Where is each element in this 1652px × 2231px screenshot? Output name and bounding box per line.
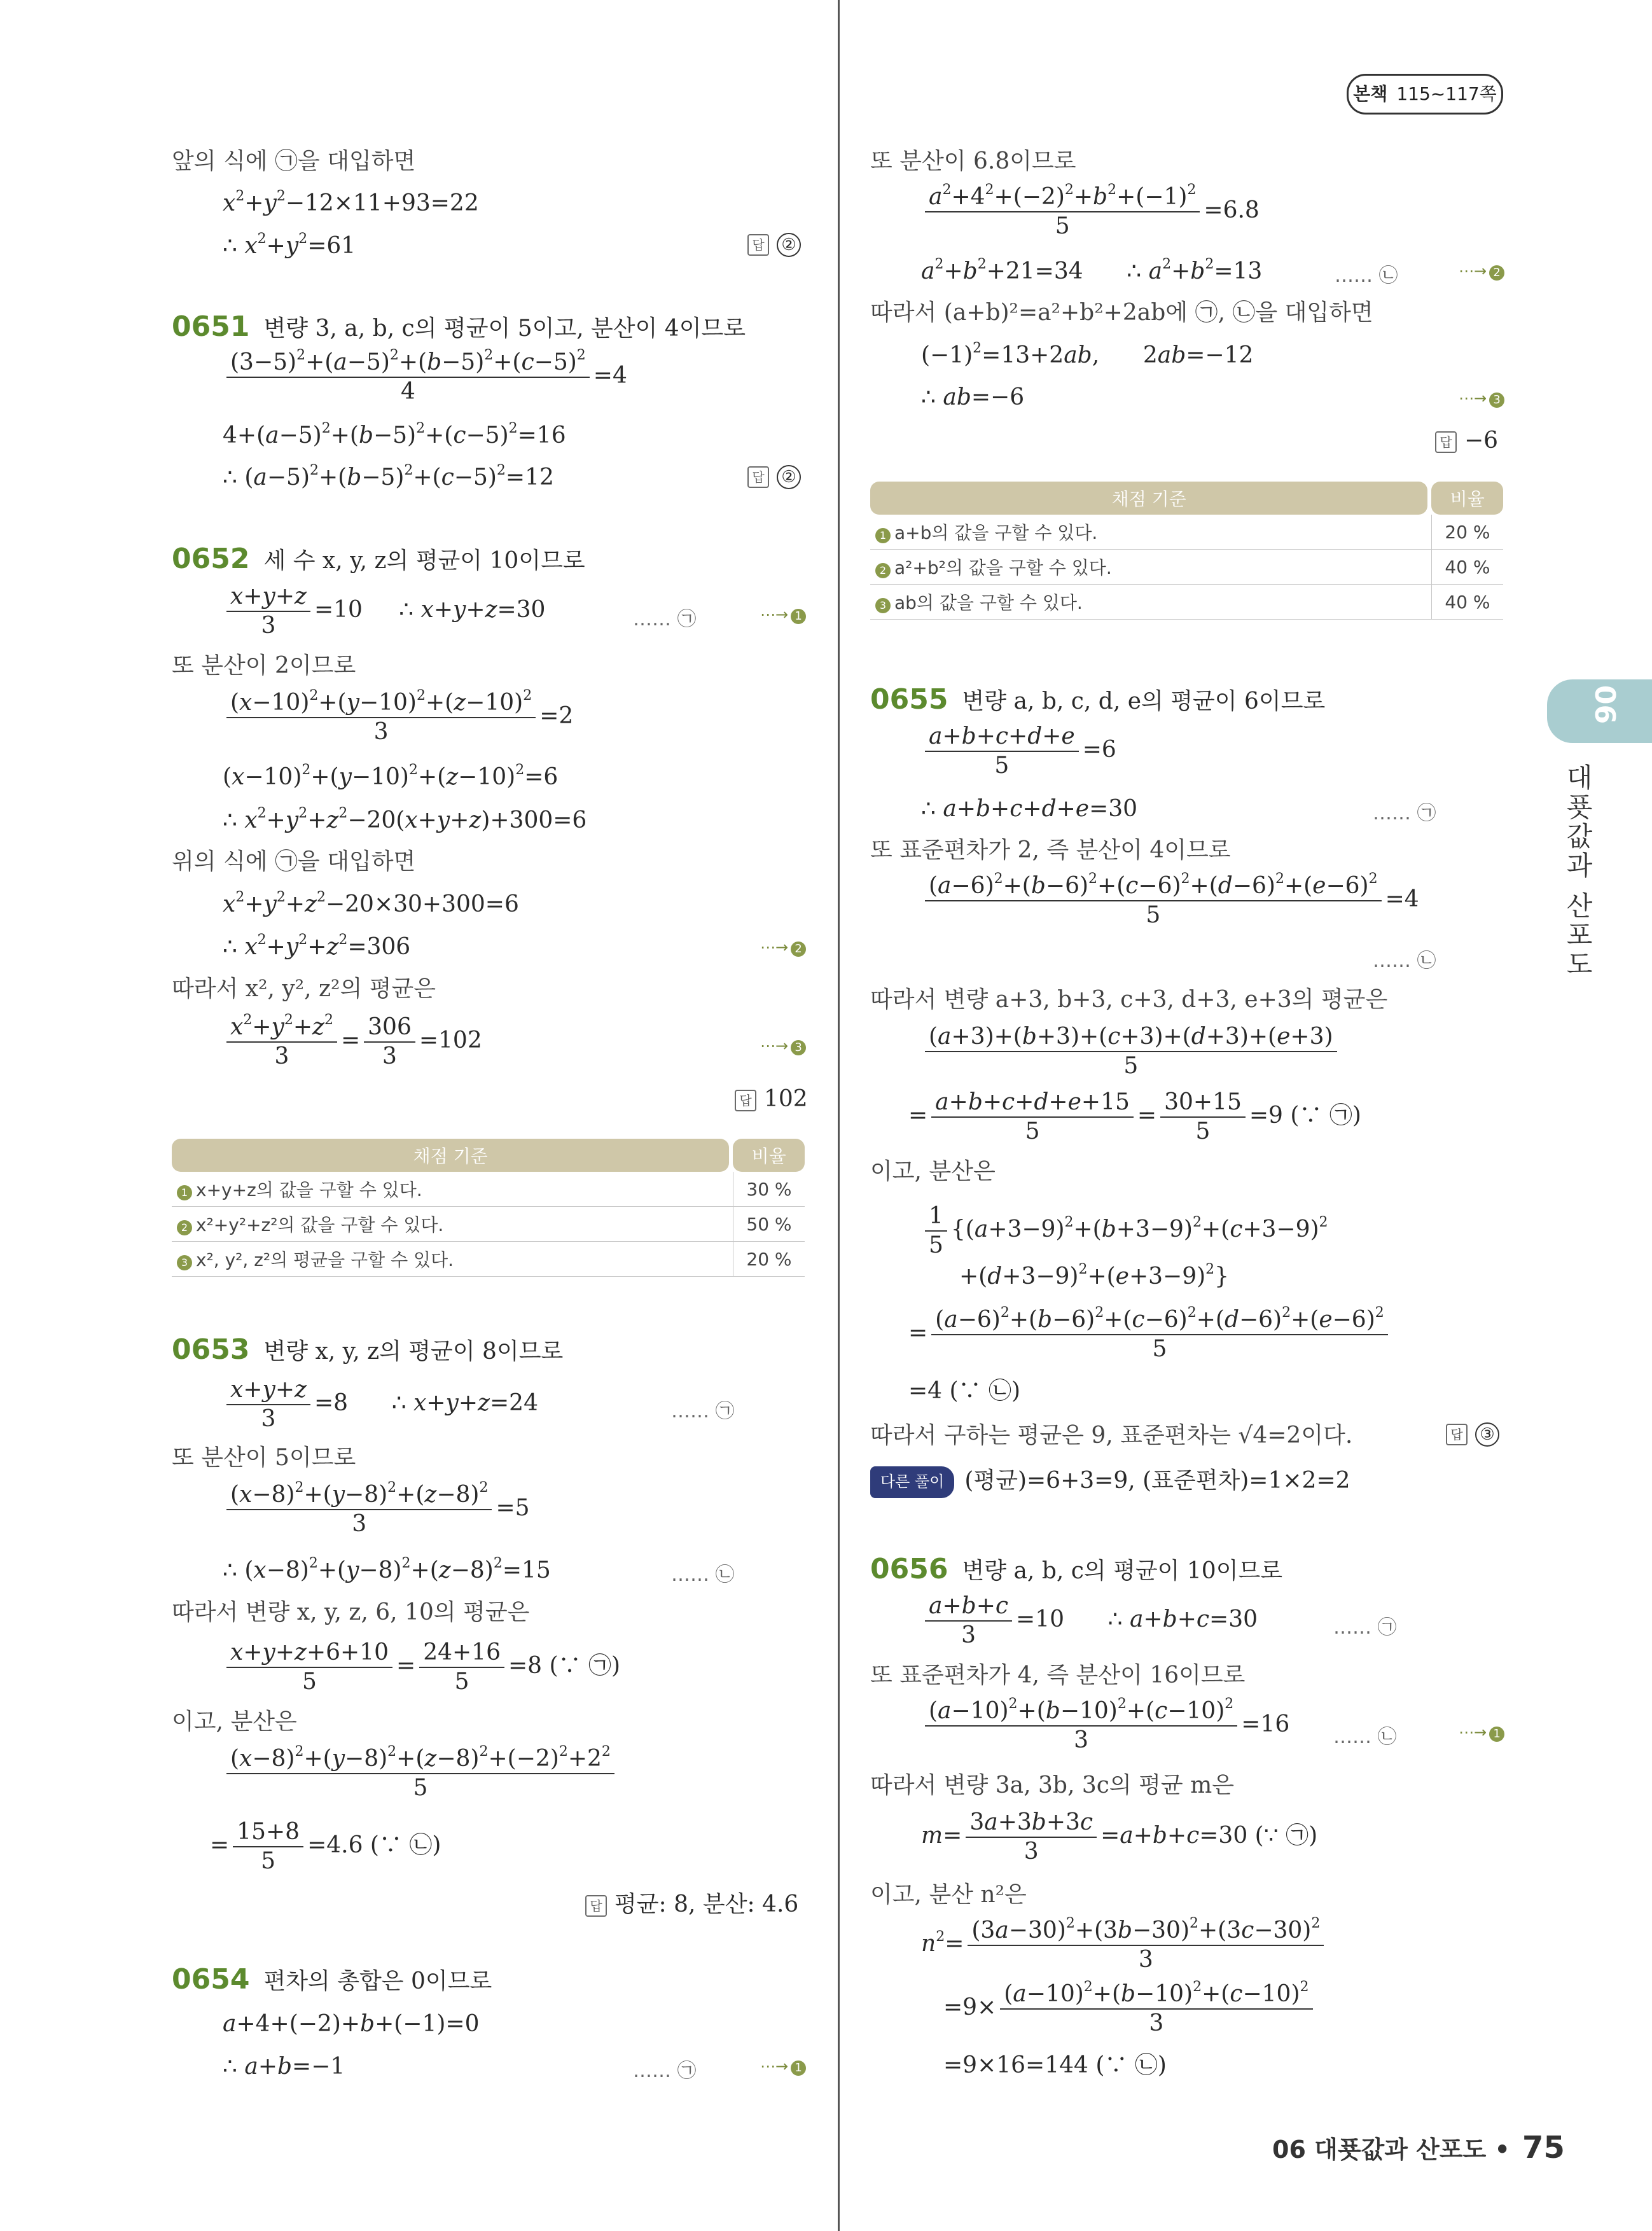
equation: ∴ $x^2+y^2+z^2-20(x+y+z)+300=6$: [223, 805, 587, 833]
equation: ∴ $(x-8)^2+(y-8)^2+(z-8)^2=15$: [223, 1555, 551, 1583]
answer-icon: 답: [1446, 1424, 1468, 1445]
problem-0654: 0654 편차의 총합은 0이므로: [172, 1963, 492, 1996]
answer-icon: 답: [747, 466, 769, 488]
step-marker-1: ⋯→ 1: [760, 2057, 806, 2076]
chapter-tab: 06: [1547, 679, 1652, 743]
label-circ1: …… ㉠: [671, 1400, 735, 1422]
text-line: 또 분산이 6.8이므로: [870, 148, 1076, 174]
answer-mark: 답 −6: [1435, 427, 1498, 454]
step-marker-2: ⋯→ 2: [760, 938, 806, 957]
table-row: 1 x+y+z의 값을 구할 수 있다. 30 %: [172, 1172, 805, 1207]
equation: $\frac{(x-8)^2+(y-8)^2+(z-8)^2}{3}$ =5: [223, 1482, 530, 1537]
step-marker-1: ⋯→ 1: [760, 606, 806, 624]
equation: $+(d+3-9)^2+(e+3-9)^2$}: [959, 1261, 1230, 1289]
page-number: 75: [1522, 2130, 1565, 2165]
label-circ2: …… ㉡: [1335, 265, 1398, 287]
equation: m= $\frac{3a+3b+3c}{3}$ =a+b+c=30 (∵ ㉠): [921, 1809, 1318, 1865]
table-header: 비율: [1431, 482, 1503, 515]
table-row: 1 a+b의 값을 구할 수 있다. 20 %: [870, 515, 1503, 550]
text-line: 또 표준편차가 4, 즉 분산이 16이므로: [870, 1662, 1246, 1688]
equation: $(-1)^2=13+2ab$, 2ab=−12: [921, 340, 1254, 368]
answer-mark: 답 102: [735, 1086, 808, 1112]
equation: $\frac{x+y+z+6+10}{5}$ = $\frac{24+16}{5}$ =8 (∵ ㉠): [223, 1640, 620, 1695]
answer-mark: 답 ②: [747, 462, 801, 489]
text-line: 또 분산이 2이므로: [172, 653, 356, 679]
equation: ∴ a+b=−1: [223, 2054, 345, 2080]
equation: $\frac{(a+3)+(b+3)+(c+3)+(d+3)+(e+3)}{5}$: [921, 1024, 1341, 1079]
equation: $\frac{1}{5}$ {$(a+3-9)^2+(b+3-9)^2+(c+3-9)^2$: [921, 1204, 1328, 1258]
text-line: 이고, 분산 n²은: [870, 1882, 1027, 1908]
equation: $\frac{(a-6)^2+(b-6)^2+(c-6)^2+(d-6)^2+(e-6)^2}{5}$ =4: [921, 873, 1419, 928]
equation: $\frac{a^2+4^2+(-2)^2+b^2+(-1)^2}{5}$ =6.8: [921, 184, 1260, 239]
step-marker-3: ⋯→ 3: [760, 1037, 806, 1055]
equation: = $\frac{a+b+c+d+e+15}{5}$ = $\frac{30+15}{5}$ =9 (∵ ㉠): [908, 1089, 1361, 1144]
equation: = $\frac{(a-6)^2+(b-6)^2+(c-6)^2+(d-6)^2+(e-6)^2}{5}$: [908, 1307, 1392, 1362]
equation: ∴ ab=−6: [921, 384, 1025, 410]
label-circ1: …… ㉠: [633, 608, 697, 630]
text-line: 따라서 x², y², z²의 평균은: [172, 976, 436, 1002]
equation: $\frac{x^2+y^2+z^2}{3}$ = $\frac{306}{3}$ =102: [223, 1015, 482, 1069]
answer-icon: 답: [585, 1895, 607, 1917]
table-header: 채점 기준: [870, 482, 1427, 515]
equation: $4+(a-5)^2+(b-5)^2+(c-5)^2=16$: [223, 420, 566, 448]
text-line: 따라서 변량 x, y, z, 6, 10의 평균은: [172, 1599, 530, 1625]
text-line: 따라서 변량 3a, 3b, 3c의 평균 m은: [870, 1772, 1235, 1798]
chapter-title-vertical: 대푯값과 산포도: [1562, 763, 1593, 980]
equation: =9×16=144 (∵ ㉡): [943, 2052, 1167, 2078]
equation: $x^2+y^2+z^2-20\times 30+300=6$: [223, 889, 519, 917]
label-circ2: …… ㉡: [1333, 1726, 1397, 1748]
text-line: 따라서 구하는 평균은 9, 표준편차는 √4=2이다.: [870, 1422, 1353, 1449]
equation: ∴ $x^2+y^2+z^2=306$: [223, 932, 411, 960]
step-marker-1: ⋯→ 1: [1459, 1723, 1504, 1742]
label-circ1: …… ㉠: [1373, 802, 1436, 824]
text-line: 또 분산이 5이므로: [172, 1445, 356, 1471]
text-line: 이고, 분산은: [172, 1709, 297, 1735]
table-header: 채점 기준: [172, 1139, 729, 1172]
problem-0655: 0655 변량 a, b, c, d, e의 평균이 6이므로: [870, 683, 1326, 716]
equation: $\frac{a+b+c+d+e}{5}$ =6: [921, 724, 1116, 779]
answer-icon: 답: [735, 1090, 756, 1111]
label-circ2: …… ㉡: [671, 1564, 735, 1586]
equation: $\frac{x+y+z}{3}$ =8 ∴ x+y+z=24: [223, 1377, 538, 1432]
label-circ1: …… ㉠: [1333, 1616, 1397, 1639]
text-line: 이고, 분산은: [870, 1158, 996, 1185]
label-circ1: …… ㉠: [633, 2060, 697, 2082]
page-footer: 06 대푯값과 산포도 • 75: [1272, 2130, 1565, 2165]
equation: $\frac{(a-10)^2+(b-10)^2+(c-10)^2}{3}$ =16: [921, 1699, 1289, 1753]
grading-table: [172, 1139, 805, 1277]
answer-mark: 답 평균: 8, 분산: 4.6: [585, 1886, 798, 1919]
equation: $\frac{x+y+z}{3}$ =10 ∴ x+y+z=30: [223, 584, 545, 639]
equation: $a^2+b^2+21=34$ ∴ $a^2+b^2=13$: [921, 256, 1263, 284]
equation: ∴ $x^2+y^2=61$: [223, 231, 356, 259]
equation: $x^2+y^2-12\times 11+93=22$: [223, 188, 479, 216]
table-row: 3 ab의 값을 구할 수 있다. 40 %: [870, 585, 1503, 620]
text-line: 또 표준편차가 2, 즉 분산이 4이므로: [870, 837, 1231, 863]
grading-table: [870, 482, 1503, 620]
equation: $\frac{(x-8)^2+(y-8)^2+(z-8)^2+(-2)^2+2^2}{5}$: [223, 1746, 618, 1801]
table-row: 3 x², y², z²의 평균을 구할 수 있다. 20 %: [172, 1242, 805, 1277]
text-line: 위의 식에 ㉠을 대입하면: [172, 849, 416, 875]
equation: =4 (∵ ㉡): [908, 1378, 1021, 1404]
equation: $(x-10)^2+(y-10)^2+(z-10)^2=6$: [223, 762, 559, 790]
page-reference-badge: 본책 115~117쪽: [1347, 74, 1503, 115]
table-row: 2 a²+b²의 값을 구할 수 있다. 40 %: [870, 550, 1503, 585]
step-marker-2: ⋯→ 2: [1459, 262, 1504, 281]
answer-icon: 답: [747, 234, 769, 256]
table-header: 비율: [733, 1139, 805, 1172]
alternative-solution: 다른 풀이 (평균)=6+3=9, (표준편차)=1×2=2: [870, 1466, 1350, 1498]
equation: ∴ $(a-5)^2+(b-5)^2+(c-5)^2=12$: [223, 462, 554, 490]
equation: a+4+(−2)+b+(−1)=0: [223, 2011, 480, 2037]
problem-0652: 0652 세 수 x, y, z의 평균이 10이므로: [172, 543, 585, 575]
text-line: 따라서 (a+b)²=a²+b²+2ab에 ㉠, ㉡을 대입하면: [870, 300, 1373, 326]
table-row: 2 x²+y²+z²의 값을 구할 수 있다. 50 %: [172, 1207, 805, 1242]
equation: = $\frac{15+8}{5}$ =4.6 (∵ ㉡): [210, 1819, 441, 1874]
problem-0651: 0651 변량 3, a, b, c의 평균이 5이고, 분산이 4이므로: [172, 310, 746, 343]
equation: $\frac{a+b+c}{3}$ =10 ∴ a+b+c=30: [921, 1594, 1258, 1648]
answer-mark: 답 ③: [1446, 1420, 1499, 1447]
equation: $n^2=$ $\frac{(3a-30)^2+(3b-30)^2+(3c-30)^2}{3}$: [921, 1918, 1328, 1973]
step-marker-3: ⋯→ 3: [1459, 389, 1504, 408]
text-line: 따라서 변량 a+3, b+3, c+3, d+3, e+3의 평균은: [870, 987, 1388, 1013]
intro-line: 앞의 식에 ㉠을 대입하면: [172, 148, 416, 174]
column-divider: [838, 0, 840, 2231]
problem-0653: 0653 변량 x, y, z의 평균이 8이므로: [172, 1333, 564, 1366]
equation: =9× $\frac{(a-10)^2+(b-10)^2+(c-10)^2}{3}$: [943, 1982, 1317, 2036]
label-circ2: …… ㉡: [1373, 950, 1436, 972]
problem-0656: 0656 변량 a, b, c의 평균이 10이므로: [870, 1553, 1283, 1585]
equation: $\frac{(x-10)^2+(y-10)^2+(z-10)^2}{3}$ =2: [223, 690, 573, 745]
answer-icon: 답: [1435, 431, 1457, 453]
equation: ∴ a+b+c+d+e=30: [921, 796, 1138, 822]
equation: $\frac{(3-5)^2+(a-5)^2+(b-5)^2+(c-5)^2}{4}$ =4: [223, 350, 627, 405]
answer-mark: 답 ②: [747, 230, 801, 257]
